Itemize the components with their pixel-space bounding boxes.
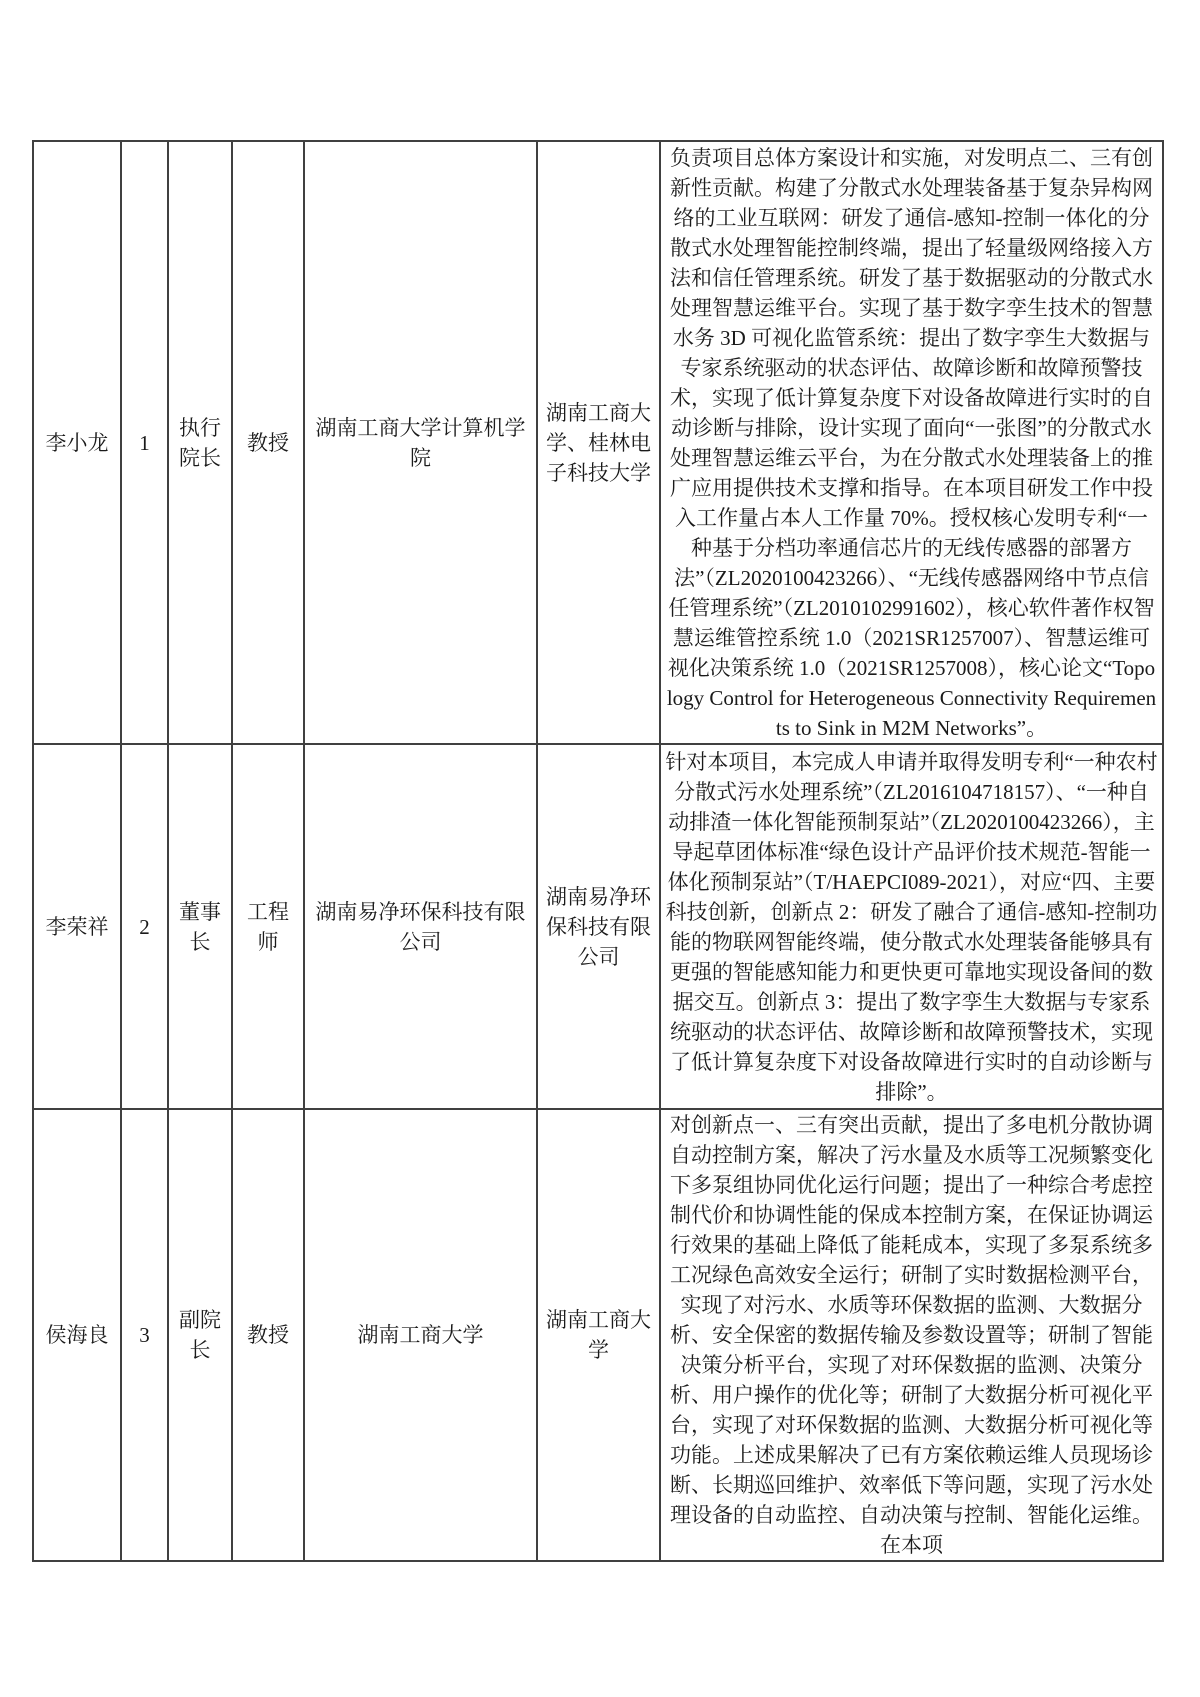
table-row xyxy=(33,141,1163,744)
member-title: 教授 xyxy=(232,1109,304,1561)
member-affiliation: 湖南工商大学 xyxy=(537,1109,660,1561)
member-position: 副院长 xyxy=(168,1109,232,1561)
member-affiliation: 湖南易净环保科技有限公司 xyxy=(537,744,660,1109)
member-affiliation: 湖南工商大学、桂林电子科技大学 xyxy=(537,141,660,744)
member-name: 侯海良 xyxy=(33,1109,121,1561)
contributors-table xyxy=(32,140,1164,1562)
member-rank: 2 xyxy=(121,744,168,1109)
member-contribution: 针对本项目，本完成人申请并取得发明专利“一种农村分散式污水处理系统”（ZL2016104718157）、“一种自动排渣一体化智能预制泵站”（ZL2020100423266），主导起草团体标准“绿色设计产品评价技术规范-智能一体化预制泵站”（T/HAEPCI089-2021），对应“四、主要科技创新，创新点 2：研发了融合了通信-感知-控制功能的物联网智能终端，使分散式水处理装备能够具有更强的智能感知能力和更快更可靠地实现设备间的数据交互。创新点 3：提出了数字孪生大数据与专家系统驱动的状态评估、故障诊断和故障预警技术，实现了低计算复杂度下对设备故障进行实时的自动诊断与排除”。 xyxy=(660,744,1163,1109)
member-contribution: 负责项目总体方案设计和实施，对发明点二、三有创新性贡献。构建了分散式水处理装备基于复杂异构网络的工业互联网：研发了通信-感知-控制一体化的分散式水处理智能控制终端，提出了轻量级网络接入方法和信任管理系统。研发了基于数据驱动的分散式水处理智慧运维平台。实现了基于数字孪生技术的智慧水务 3D 可视化监管系统：提出了数字孪生大数据与专家系统驱动的状态评估、故障诊断和故障预警技术，实现了低计算复杂度下对设备故障进行实时的自动诊断与排除，设计实现了面向“一张图”的分散式水处理智慧运维云平台，为在分散式水处理装备上的推广应用提供技术支撑和指导。在本项目研发工作中投入工作量占本人工作量 70%。授权核心发明专利“一种基于分档功率通信芯片的无线传感器的部署方法”（ZL2020100423266）、“无线传感器网络中节点信任管理系统”（ZL2010102991602），核心软件著作权智慧运维管控系统 1.0（2021SR1257007）、智慧运维可视化决策系统 1.0（2021SR1257008），核心论文“Topology Control for Heterogeneous Connectivity Requirements to Sink in M2M Networks”。 xyxy=(660,141,1163,744)
member-rank: 1 xyxy=(121,141,168,744)
member-title: 工程师 xyxy=(232,744,304,1109)
member-position: 执行院长 xyxy=(168,141,232,744)
member-title: 教授 xyxy=(232,141,304,744)
member-name: 李小龙 xyxy=(33,141,121,744)
member-name: 李荣祥 xyxy=(33,744,121,1109)
member-work-unit: 湖南易净环保科技有限公司 xyxy=(304,744,537,1109)
member-work-unit: 湖南工商大学计算机学院 xyxy=(304,141,537,744)
member-work-unit: 湖南工商大学 xyxy=(304,1109,537,1561)
member-contribution: 对创新点一、三有突出贡献，提出了多电机分散协调自动控制方案，解决了污水量及水质等工况频繁变化下多泵组协同优化运行问题；提出了一种综合考虑控制代价和协调性能的保成本控制方案，在保证协调运行效果的基础上降低了能耗成本，实现了多泵系统多工况绿色高效安全运行；研制了实时数据检测平台，实现了对污水、水质等环保数据的监测、大数据分析、安全保密的数据传输及参数设置等；研制了智能决策分析平台，实现了对环保数据的监测、决策分析、用户操作的优化等；研制了大数据分析可视化平台，实现了对环保数据的监测、大数据分析可视化等功能。上述成果解决了已有方案依赖运维人员现场诊断、长期巡回维护、效率低下等问题，实现了污水处理设备的自动监控、自动决策与控制、智能化运维。在本项 xyxy=(660,1109,1163,1561)
table-row xyxy=(33,1109,1163,1561)
table-row xyxy=(33,744,1163,1109)
member-rank: 3 xyxy=(121,1109,168,1561)
member-position: 董事长 xyxy=(168,744,232,1109)
